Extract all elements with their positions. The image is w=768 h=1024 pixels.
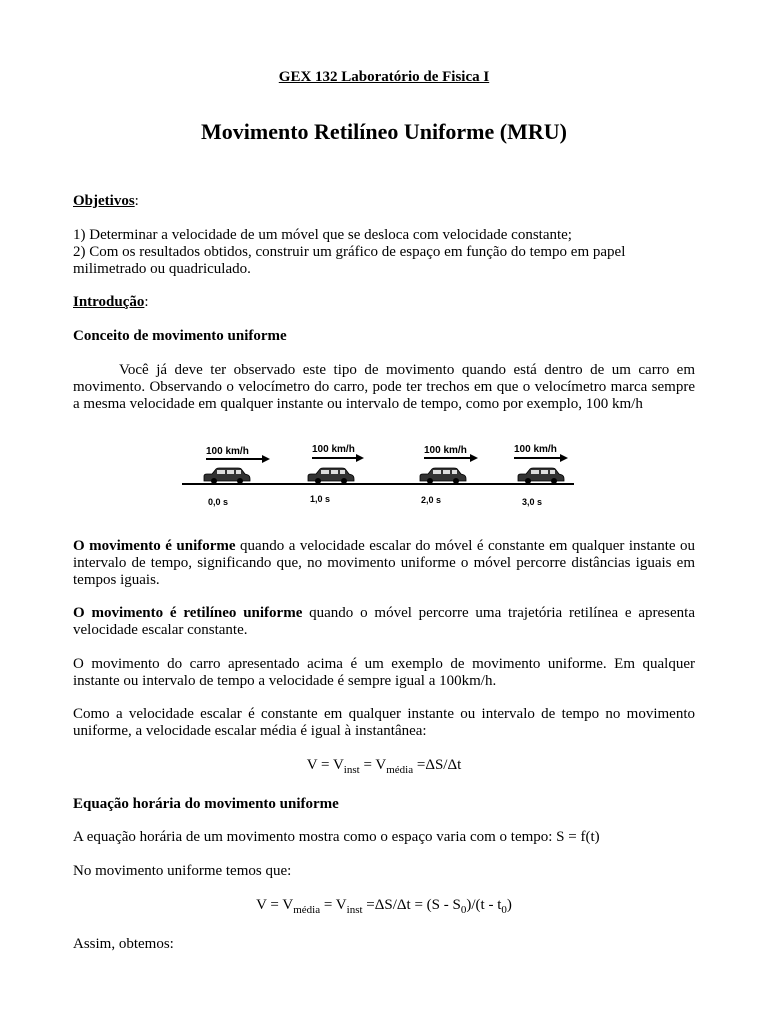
page-title: Movimento Retilíneo Uniforme (MRU) xyxy=(201,119,567,144)
objetivos-heading xyxy=(73,193,695,210)
car-icon xyxy=(308,468,354,484)
equacao-heading: Equação horária do movimento uniforme xyxy=(73,796,339,812)
introducao-heading xyxy=(73,294,695,311)
definition-uniforme xyxy=(73,538,695,589)
course-header: GEX 132 Laboratório de Fisica I xyxy=(278,69,490,85)
time-label: 0,0 s xyxy=(208,497,229,507)
introducao-label: Introdução xyxy=(73,294,145,310)
definition-uniforme-term: O movimento é uniforme xyxy=(73,538,236,554)
car-icon xyxy=(420,468,466,484)
car-icon xyxy=(518,468,564,484)
definition-retilineo-term: O movimento é retilíneo uniforme xyxy=(73,605,303,621)
formula-velocidade-media: $V = V_{inst} = V_{média} =\Delta S/\Delta t$ xyxy=(306,757,462,776)
equacao-line-1: A equação horária de um movimento mostra como o espaço varia com o tempo: S = f(t) xyxy=(73,829,600,845)
definition-uniforme-text: quando a velocidade escalar do móvel é constante em qualquer instante ou intervalo de tempo, significando que, no movimento uniforme o móvel percorre distâncias iguais em tempos iguais. xyxy=(73,538,695,588)
closing-line: Assim, obtemos: xyxy=(73,936,174,952)
time-label: 2,0 s xyxy=(421,495,442,505)
time-label: 3,0 s xyxy=(522,497,543,507)
equacao-line-2: No movimento uniforme temos que: xyxy=(73,863,292,879)
objetivo-item-1: 1) Determinar a velocidade de um móvel que se desloca com velocidade constante; xyxy=(73,227,572,243)
introducao-colon: : xyxy=(144,294,149,310)
velocity-arrow-icon xyxy=(514,454,568,462)
formula-equacao-horaria: $V = V_{média} = V_{inst} =\Delta S/\Delta t = (S - S_0)/(t - t_0)$ xyxy=(256,897,512,916)
escalar-paragraph: Como a velocidade escalar é constante em qualquer instante ou intervalo de tempo no movimento uniforme, a velocidade escalar média é igual à instantânea: xyxy=(73,706,695,739)
definition-retilineo xyxy=(73,605,695,639)
car-icon xyxy=(204,468,250,484)
speed-label: 100 km/h xyxy=(514,444,557,455)
conceito-paragraph: Você já deve ter observado este tipo de movimento quando está dentro de um carro em movimento. Observando o velocímetro do carro, pode ter trechos em que o velocímetro marca sempre a mesma velocidade em qualquer instante ou intervalo de tempo, como por exemplo, 100 km/h xyxy=(73,362,695,412)
speed-label: 100 km/h xyxy=(206,446,249,457)
conceito-heading: Conceito de movimento uniforme xyxy=(73,328,287,344)
objetivos-label: Objetivos xyxy=(73,193,135,209)
objetivo-item-2: 2) Com os resultados obtidos, construir um gráfico de espaço em função do tempo em papel milimetrado ou quadriculado. xyxy=(73,244,626,277)
time-label: 1,0 s xyxy=(310,494,331,504)
definition-retilineo-text: quando o móvel percorre uma trajetória retilínea e apresenta velocidade escalar constante. xyxy=(73,605,695,638)
mru-car-figure xyxy=(180,436,576,512)
carro-paragraph: O movimento do carro apresentado acima é um exemplo de movimento uniforme. Em qualquer instante ou intervalo de tempo a velocidade é sempre igual a 100km/h. xyxy=(73,656,695,689)
speed-label: 100 km/h xyxy=(312,444,355,455)
objetivos-colon: : xyxy=(134,193,139,209)
speed-label: 100 km/h xyxy=(424,445,467,456)
velocity-arrow-icon xyxy=(312,454,364,462)
